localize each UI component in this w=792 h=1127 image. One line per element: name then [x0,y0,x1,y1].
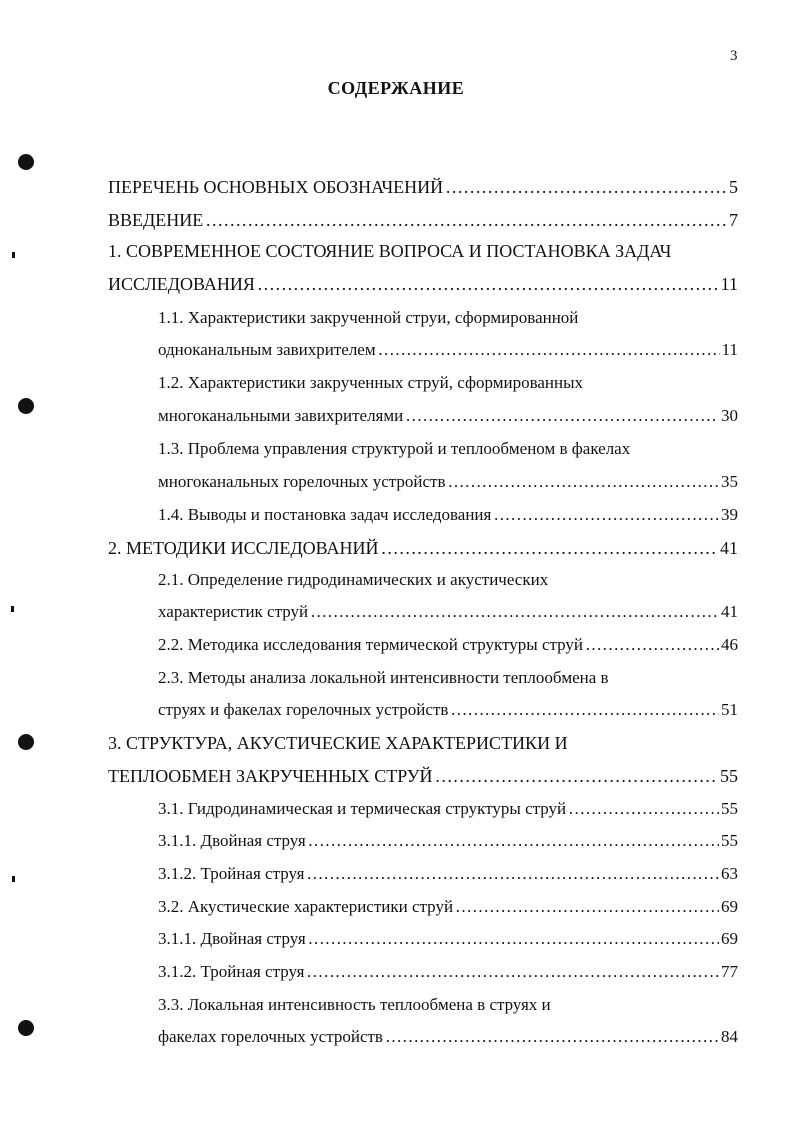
toc-label: одноканальным завихрителем [158,340,376,359]
toc-page: 55 [721,799,738,818]
toc-label: 2.3. Методы анализа локальной интенсивности теплообмена в [158,668,609,687]
toc-label: ВВЕДЕНИЕ [108,210,204,230]
dot-leader [455,892,719,922]
dot-leader [205,205,727,235]
toc-entry [158,695,738,725]
margin-mark [11,606,14,612]
toc-label: ИССЛЕДОВАНИЯ [108,274,255,294]
toc-page: 41 [720,538,738,558]
toc-page: 35 [721,472,738,491]
toc-page: 77 [721,962,738,981]
dot-leader [435,761,718,791]
toc-entry [158,990,738,1020]
toc-entry [158,1022,738,1052]
toc-label: 2. МЕТОДИКИ ИССЛЕДОВАНИЙ [108,538,379,558]
toc-label: 3.2. Акустические характеристики струй [158,897,454,916]
toc-entry [158,368,738,398]
toc-page: 11 [721,340,738,359]
toc-page: 55 [720,766,738,786]
toc-page: 69 [721,929,738,948]
dot-leader [381,533,718,563]
toc-label: 3.1.1. Двойная струя [158,831,306,850]
toc-page: 51 [721,700,738,719]
binder-hole [18,398,34,414]
toc-entry [158,467,738,497]
margin-mark [12,876,15,882]
toc-page: 46 [721,635,738,654]
dot-leader [448,467,720,497]
dot-leader [308,924,719,954]
toc-entry [158,303,738,333]
toc-label: 3.1.2. Тройная струя [158,962,305,981]
toc-page: 41 [721,602,738,621]
toc-entry [158,500,738,530]
toc-label: 1.3. Проблема управления структурой и теплообменом в факелах [158,439,631,458]
toc-page: 55 [721,831,738,850]
toc-label: факелах горелочных устройств [158,1027,383,1046]
toc-entry [108,172,738,202]
toc-page: 69 [721,897,738,916]
binder-hole [18,734,34,750]
dot-leader [306,859,719,889]
toc-entry [158,434,738,464]
toc-label: характеристик струй [158,602,309,621]
toc-label: многоканальных горелочных устройств [158,472,446,491]
dot-leader [257,269,719,299]
toc-entry [158,826,738,856]
page-number: 3 [730,48,738,64]
dot-leader [445,172,727,202]
toc-page: 5 [729,177,738,197]
dot-leader [378,335,720,365]
toc-label: 3. СТРУКТУРА, АКУСТИЧЕСКИЕ ХАРАКТЕРИСТИКИ И [108,733,568,753]
toc-label: 1.2. Характеристики закрученных струй, сформированных [158,373,584,392]
toc-label: многоканальными завихрителями [158,406,404,425]
toc-label: 3.3. Локальная интенсивность теплообмена в струях и [158,995,551,1014]
dot-leader [568,794,719,824]
toc-entry [108,269,738,299]
dot-leader [405,401,719,431]
toc-entry [108,728,738,758]
dot-leader [310,597,719,627]
toc-entry [158,565,738,595]
toc-entry [158,597,738,627]
page-title: СОДЕРЖАНИЕ [327,78,465,98]
toc-entry [108,533,738,563]
dot-leader [493,500,719,530]
toc-page: 30 [721,406,738,425]
toc-page: 11 [720,274,738,294]
binder-hole [18,1020,34,1036]
toc-page: 84 [721,1027,738,1046]
toc-entry [108,761,738,791]
toc-page: 63 [721,864,738,883]
toc-label: 1.4. Выводы и постановка задач исследования [158,505,492,524]
dot-leader [450,695,719,725]
toc-entry [158,924,738,954]
toc-page: 7 [729,210,738,230]
binder-hole [18,154,34,170]
margin-mark [12,252,15,258]
toc-page: 39 [721,505,738,524]
dot-leader [585,630,719,660]
toc-label: ТЕПЛООБМЕН ЗАКРУЧЕННЫХ СТРУЙ [108,766,433,786]
dot-leader [385,1022,719,1052]
toc-entry [158,335,738,365]
toc-label: 2.2. Методика исследования термической структуры струй [158,635,584,654]
toc-label: струях и факелах горелочных устройств [158,700,449,719]
toc-entry [158,630,738,660]
dot-leader [306,957,719,987]
toc-label: 3.1.1. Двойная струя [158,929,306,948]
toc-entry [108,205,738,235]
toc-entry [158,892,738,922]
dot-leader [308,826,719,856]
toc-entry [108,236,738,266]
toc-label: 1. СОВРЕМЕННОЕ СОСТОЯНИЕ ВОПРОСА И ПОСТАНОВКА ЗАДАЧ [108,241,672,261]
toc-label: 2.1. Определение гидродинамических и акустических [158,570,549,589]
toc-entry [158,859,738,889]
toc-entry [158,794,738,824]
toc-entry [158,401,738,431]
toc-label: ПЕРЕЧЕНЬ ОСНОВНЫХ ОБОЗНАЧЕНИЙ [108,177,444,197]
toc-label: 1.1. Характеристики закрученной струи, сформированной [158,308,579,327]
toc-label: 3.1. Гидродинамическая и термическая структуры струй [158,799,567,818]
toc-entry [158,957,738,987]
toc-entry [158,663,738,693]
toc-label: 3.1.2. Тройная струя [158,864,305,883]
